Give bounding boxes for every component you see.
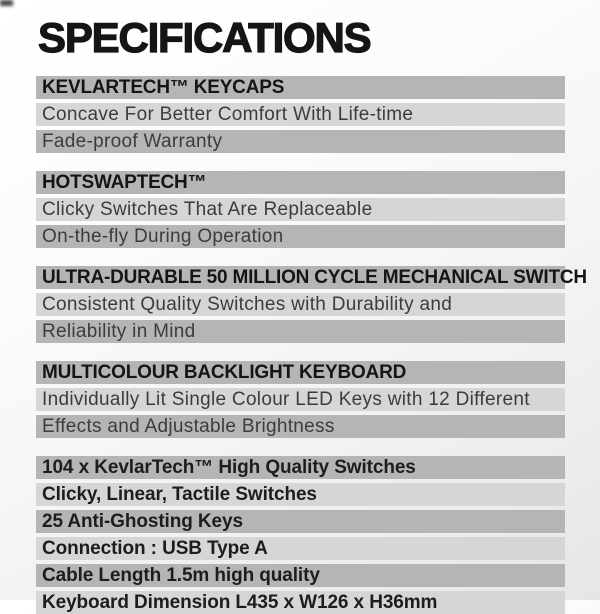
section-line: Concave For Better Comfort With Life-time <box>36 103 565 126</box>
page-title: SPECIFICATIONS <box>38 14 371 61</box>
photo-corner-smudge <box>0 0 13 6</box>
section-line: Clicky Switches That Are Replaceable <box>36 198 565 221</box>
section-durability <box>36 266 587 343</box>
section-line: Consistent Quality Switches with Durability and <box>36 293 565 316</box>
section-heading: ULTRA-DURABLE 50 MILLION CYCLE MECHANICAL SWITCH <box>36 266 565 289</box>
section-keycaps <box>36 76 565 153</box>
section-line: Fade-proof Warranty <box>36 130 565 153</box>
section-hotswap <box>36 171 565 248</box>
spec-list <box>36 456 565 614</box>
section-line: Effects and Adjustable Brightness <box>36 415 565 438</box>
section-line: On-the-fly During Operation <box>36 225 565 248</box>
spec-list-item: Keyboard Dimension L435 x W126 x H36mm <box>36 591 565 614</box>
section-heading: HOTSWAPTECH™ <box>36 171 565 194</box>
section-backlight <box>36 361 565 438</box>
section-line: Reliability in Mind <box>36 320 565 343</box>
spec-list-item: Connection : USB Type A <box>36 537 565 560</box>
section-line: Individually Lit Single Colour LED Keys with 12 Different <box>36 388 565 411</box>
spec-list-item: Clicky, Linear, Tactile Switches <box>36 483 565 506</box>
section-heading: MULTICOLOUR BACKLIGHT KEYBOARD <box>36 361 565 384</box>
spec-list-item: 25 Anti-Ghosting Keys <box>36 510 565 533</box>
spec-list-item: Cable Length 1.5m high quality <box>36 564 565 587</box>
section-heading: KEVLARTECH™ KEYCAPS <box>36 76 565 99</box>
spec-list-item: 104 x KevlarTech™ High Quality Switches <box>36 456 565 479</box>
